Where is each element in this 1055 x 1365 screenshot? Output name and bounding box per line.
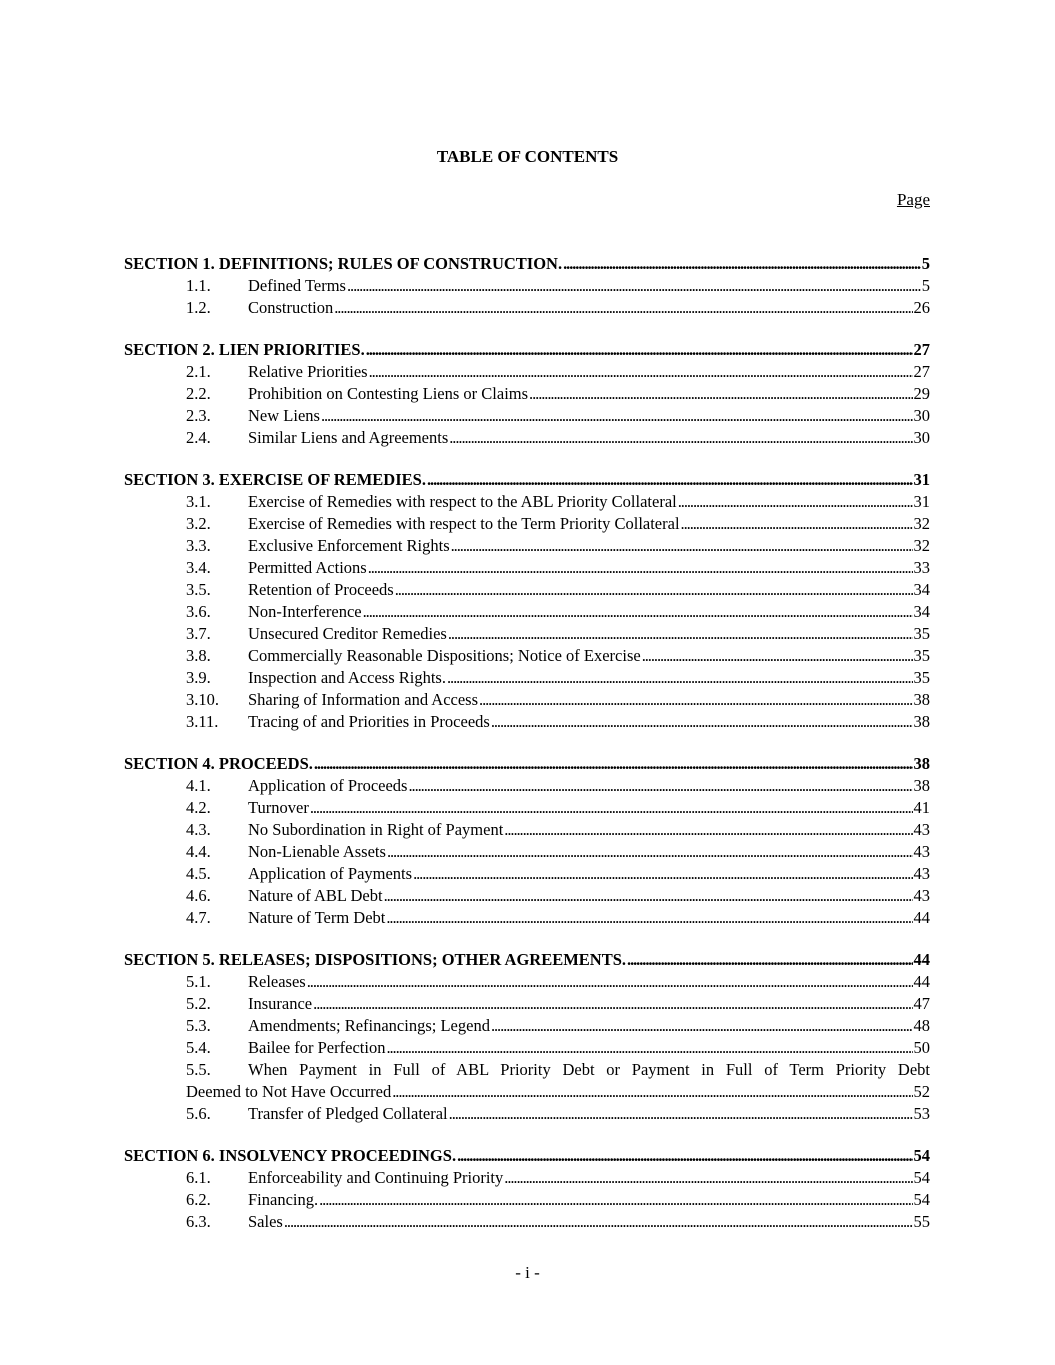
entry-label: Unsecured Creditor Remedies <box>248 624 447 643</box>
dot-leader <box>310 797 913 819</box>
entry-page-number: 52 <box>913 1082 930 1101</box>
dot-leader <box>366 339 913 361</box>
entry-label: Application of Proceeds <box>248 776 408 795</box>
entry-label: Retention of Proceeds <box>248 580 394 599</box>
toc-entry[interactable] <box>124 1015 930 1037</box>
entry-page-number: 44 <box>913 972 930 991</box>
toc-entry[interactable] <box>124 1211 930 1233</box>
entry-page-number: 54 <box>913 1190 930 1209</box>
entry-page-number: 54 <box>913 1168 930 1187</box>
entry-label: Insurance <box>248 994 313 1013</box>
toc-entry[interactable] <box>124 1167 930 1189</box>
entry-number: 3.3. <box>186 536 211 555</box>
dot-leader <box>457 1145 912 1167</box>
toc-entry[interactable] <box>124 1059 930 1081</box>
dot-leader <box>387 841 913 863</box>
toc-entry[interactable] <box>124 797 930 819</box>
entry-label: Sales <box>248 1212 283 1231</box>
entry-page-number: 43 <box>913 886 930 905</box>
entry-label: Exercise of Remedies with respect to the Term Priority Collateral <box>248 514 680 533</box>
toc-entry[interactable] <box>124 623 930 645</box>
entry-label: Prohibition on Contesting Liens or Claims <box>248 384 529 403</box>
section-label: SECTION 3. EXERCISE OF REMEDIES. <box>124 470 426 489</box>
toc-entry[interactable] <box>124 1037 930 1059</box>
entry-page-number: 34 <box>913 602 930 621</box>
entry-number: 2.4. <box>186 428 211 447</box>
section-label: SECTION 2. LIEN PRIORITIES. <box>124 340 365 359</box>
entry-page-number: 33 <box>913 558 930 577</box>
entry-page-number: 38 <box>913 690 930 709</box>
dot-leader <box>334 297 912 319</box>
toc-entry[interactable] <box>124 513 930 535</box>
entry-page-number: 43 <box>913 864 930 883</box>
entry-label: Releases <box>248 972 306 991</box>
entry-number: 3.6. <box>186 602 211 621</box>
entry-label: Relative Priorities <box>248 362 368 381</box>
dot-leader <box>314 753 913 775</box>
entry-label: When Payment in Full of ABL Priority Debt or Payment in Full of Term Priority Debt <box>248 1060 930 1079</box>
entry-label: Sharing of Information and Access <box>248 690 479 709</box>
dot-leader <box>449 1103 913 1125</box>
entry-label: Defined Terms <box>248 276 346 295</box>
entry-number: 4.6. <box>186 886 211 905</box>
entry-label: No Subordination in Right of Payment <box>248 820 504 839</box>
toc-entry[interactable] <box>124 405 930 427</box>
entry-number: 4.7. <box>186 908 211 927</box>
dot-leader <box>368 557 913 579</box>
entry-number: 3.11. <box>186 712 219 731</box>
entry-number: 3.9. <box>186 668 211 687</box>
entry-number: 5.5. <box>186 1060 211 1079</box>
dot-leader <box>321 405 913 427</box>
entry-page-number: 5 <box>921 276 930 295</box>
entry-page-number: 50 <box>913 1038 930 1057</box>
toc-entry[interactable] <box>124 689 930 711</box>
dot-leader <box>504 1167 912 1189</box>
entry-page-number: 32 <box>913 536 930 555</box>
page-number-footer: - i - <box>515 1263 540 1282</box>
toc-entry[interactable] <box>124 841 930 863</box>
entry-label: Nature of ABL Debt <box>248 886 383 905</box>
entry-number: 4.2. <box>186 798 211 817</box>
toc-entry[interactable] <box>124 383 930 405</box>
entry-number: 5.6. <box>186 1104 211 1123</box>
entry-number: 3.7. <box>186 624 211 643</box>
dot-leader <box>319 1189 912 1211</box>
entry-page-number: 53 <box>913 1104 930 1123</box>
dot-leader <box>384 885 913 907</box>
section-label: SECTION 5. RELEASES; DISPOSITIONS; OTHER AGREEMENTS. <box>124 950 627 969</box>
section-label: SECTION 1. DEFINITIONS; RULES OF CONSTRUCTION. <box>124 254 563 273</box>
toc-entry[interactable] <box>124 297 930 319</box>
dot-leader <box>369 361 913 383</box>
toc-entry[interactable] <box>124 1189 930 1211</box>
dot-leader <box>386 1037 912 1059</box>
section-page-number: 54 <box>913 1146 930 1165</box>
dot-leader <box>392 1081 912 1103</box>
entry-label-continuation: Deemed to Not Have Occurred <box>186 1082 392 1101</box>
entry-label: New Liens <box>248 406 320 425</box>
toc-entry[interactable] <box>124 361 930 383</box>
entry-number: 2.3. <box>186 406 211 425</box>
toc-section-heading[interactable] <box>124 253 930 275</box>
entry-number: 6.2. <box>186 1190 211 1209</box>
toc-entry[interactable] <box>124 993 930 1015</box>
toc-entry[interactable] <box>124 535 930 557</box>
entry-number: 4.1. <box>186 776 211 795</box>
table-of-contents <box>124 253 930 1233</box>
entry-label: Construction <box>248 298 334 317</box>
toc-entry[interactable] <box>124 1103 930 1125</box>
dot-leader <box>307 971 913 993</box>
dot-leader <box>529 383 912 405</box>
section-page-number: 31 <box>913 470 930 489</box>
section-page-number: 38 <box>913 754 930 773</box>
dot-leader <box>427 469 913 491</box>
entry-number: 3.2. <box>186 514 211 533</box>
dot-leader <box>395 579 913 601</box>
entry-number: 3.5. <box>186 580 211 599</box>
entry-number: 2.1. <box>186 362 211 381</box>
dot-leader <box>491 711 913 733</box>
dot-leader <box>642 645 913 667</box>
entry-number: 3.8. <box>186 646 211 665</box>
entry-label: Similar Liens and Agreements <box>248 428 449 447</box>
dot-leader <box>678 491 913 513</box>
dot-leader <box>347 275 921 297</box>
dot-leader <box>627 949 912 971</box>
entry-label: Nature of Term Debt <box>248 908 386 927</box>
dot-leader <box>386 907 912 929</box>
toc-entry[interactable] <box>124 775 930 797</box>
entry-number: 6.1. <box>186 1168 211 1187</box>
entry-label: Financing. <box>248 1190 319 1209</box>
entry-page-number: 55 <box>913 1212 930 1231</box>
toc-entry-continuation[interactable] <box>124 1081 930 1103</box>
toc-entry[interactable] <box>124 579 930 601</box>
entry-page-number: 29 <box>913 384 930 403</box>
toc-entry[interactable] <box>124 819 930 841</box>
toc-entry[interactable] <box>124 491 930 513</box>
entry-page-number: 38 <box>913 776 930 795</box>
toc-section-heading[interactable] <box>124 753 930 775</box>
section-label: SECTION 6. INSOLVENCY PROCEEDINGS. <box>124 1146 457 1165</box>
entry-number: 4.5. <box>186 864 211 883</box>
entry-page-number: 34 <box>913 580 930 599</box>
entry-number: 5.3. <box>186 1016 211 1035</box>
entry-label: Non-Lienable Assets <box>248 842 386 861</box>
toc-entry[interactable] <box>124 427 930 449</box>
entry-page-number: 43 <box>913 820 930 839</box>
entry-label: Amendments; Refinancings; Legend <box>248 1016 490 1035</box>
entry-page-number: 26 <box>913 298 930 317</box>
section-page-number: 5 <box>921 254 930 273</box>
dot-leader <box>504 819 912 841</box>
entry-page-number: 35 <box>913 646 930 665</box>
toc-title: TABLE OF CONTENTS <box>436 147 619 166</box>
dot-leader <box>451 535 913 557</box>
entry-page-number: 35 <box>913 624 930 643</box>
entry-page-number: 32 <box>913 514 930 533</box>
toc-section-heading[interactable] <box>124 1145 930 1167</box>
toc-entry[interactable] <box>124 557 930 579</box>
page-column-label: Page <box>896 190 930 209</box>
entry-number: 3.10. <box>186 690 219 709</box>
entry-number: 1.2. <box>186 298 211 317</box>
dot-leader <box>413 863 912 885</box>
entry-number: 3.1. <box>186 492 211 511</box>
entry-page-number: 30 <box>913 428 930 447</box>
entry-label: Inspection and Access Rights. <box>248 668 446 687</box>
section-page-number: 27 <box>913 340 930 359</box>
entry-label: Exclusive Enforcement Rights <box>248 536 450 555</box>
entry-page-number: 31 <box>913 492 930 511</box>
toc-section-heading[interactable] <box>124 469 930 491</box>
dot-leader <box>563 253 921 275</box>
toc-entry[interactable] <box>124 885 930 907</box>
entry-label: Commercially Reasonable Dispositions; Notice of Exercise <box>248 646 641 665</box>
toc-entry[interactable] <box>124 907 930 929</box>
entry-label: Tracing of and Priorities in Proceeds <box>248 712 490 731</box>
dot-leader <box>313 993 912 1015</box>
entry-label: Exercise of Remedies with respect to the ABL Priority Collateral <box>248 492 677 511</box>
dot-leader <box>447 667 913 689</box>
toc-section-heading[interactable] <box>124 949 930 971</box>
entry-number: 2.2. <box>186 384 211 403</box>
entry-page-number: 41 <box>913 798 930 817</box>
entry-label: Turnover <box>248 798 309 817</box>
entry-number: 5.2. <box>186 994 211 1013</box>
dot-leader <box>681 513 913 535</box>
entry-label: Permitted Actions <box>248 558 367 577</box>
toc-entry[interactable] <box>124 601 930 623</box>
toc-section-heading[interactable] <box>124 339 930 361</box>
toc-entry[interactable] <box>124 275 930 297</box>
dot-leader <box>363 601 913 623</box>
entry-page-number: 38 <box>913 712 930 731</box>
entry-page-number: 27 <box>913 362 930 381</box>
entry-page-number: 44 <box>913 908 930 927</box>
entry-number: 4.3. <box>186 820 211 839</box>
entry-page-number: 43 <box>913 842 930 861</box>
section-page-number: 44 <box>913 950 930 969</box>
entry-number: 3.4. <box>186 558 211 577</box>
section-label: SECTION 4. PROCEEDS. <box>124 754 313 773</box>
dot-leader <box>284 1211 913 1233</box>
entry-page-number: 30 <box>913 406 930 425</box>
toc-entry[interactable] <box>124 971 930 993</box>
dot-leader <box>479 689 912 711</box>
entry-label: Enforceability and Continuing Priority <box>248 1168 504 1187</box>
dot-leader <box>449 427 912 449</box>
toc-entry[interactable] <box>124 645 930 667</box>
dot-leader <box>408 775 912 797</box>
toc-entry[interactable] <box>124 711 930 733</box>
entry-page-number: 35 <box>913 668 930 687</box>
entry-label: Bailee for Perfection <box>248 1038 386 1057</box>
toc-entry[interactable] <box>124 863 930 885</box>
dot-leader <box>491 1015 913 1037</box>
entry-label: Transfer of Pledged Collateral <box>248 1104 448 1123</box>
entry-page-number: 47 <box>913 994 930 1013</box>
entry-number: 5.1. <box>186 972 211 991</box>
entry-number: 5.4. <box>186 1038 211 1057</box>
toc-entry[interactable] <box>124 667 930 689</box>
entry-number: 6.3. <box>186 1212 211 1231</box>
dot-leader <box>448 623 913 645</box>
entry-number: 4.4. <box>186 842 211 861</box>
entry-label: Application of Payments <box>248 864 413 883</box>
entry-label: Non-Interference <box>248 602 362 621</box>
entry-number: 1.1. <box>186 276 211 295</box>
entry-page-number: 48 <box>913 1016 930 1035</box>
